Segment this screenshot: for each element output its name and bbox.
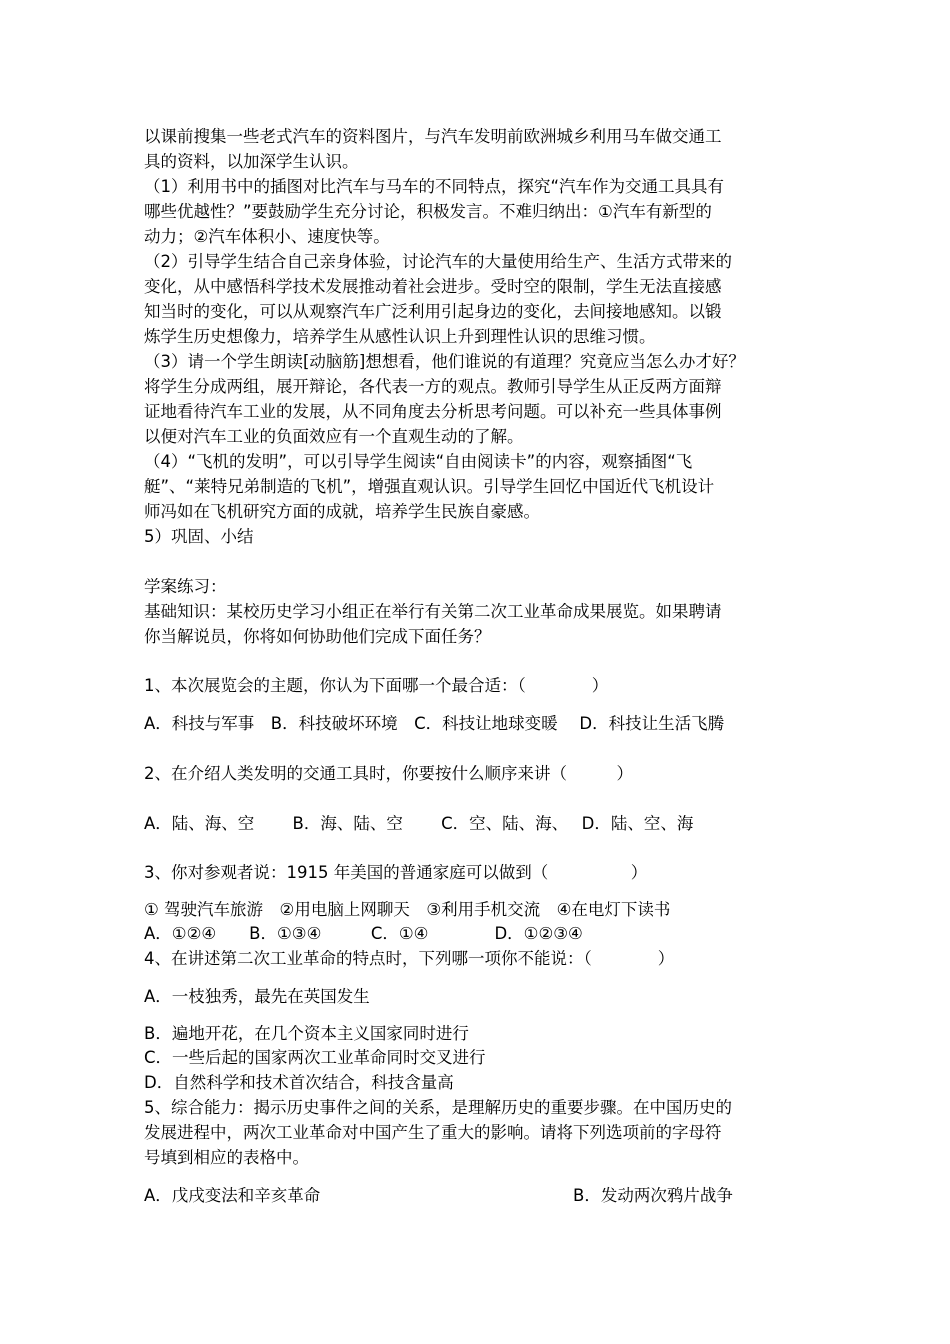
intro-line-13: 以便对汽车工业的负面效应有一个直观生动的了解。 (144, 427, 524, 446)
basics-line-2: 你当解说员，你将如何协助他们完成下面任务？ (144, 627, 491, 646)
q1-stem: 1、本次展览会的主题，你认为下面哪一个最合适：（ ） (144, 676, 609, 695)
exercise-heading: 学案练习： (144, 577, 227, 596)
q3-options: A．①②④ B．①③④ C．①④ D．①②③④ (144, 924, 583, 943)
q5-line-2: 发展进程中，两次工业革命对中国产生了重大的影响。请将下列选项前的字母符 (144, 1123, 722, 1142)
intro-line-8: 知当时的变化，可以从观察汽车广泛利用引起身边的变化，去间接地感知。以锻 (144, 302, 722, 321)
intro-line-6: （2）引导学生结合自己亲身体验，讨论汽车的大量使用给生产、生活方式带来的 (144, 252, 732, 271)
q5-option-a: A．戊戌变法和辛亥革命 (144, 1186, 321, 1205)
q2-stem: 2、在介绍人类发明的交通工具时，你要按什么顺序来讲（ ） (144, 764, 633, 783)
intro-line-12: 证地看待汽车工业的发展，从不同角度去分析思考问题。可以补充一些具体事例 (144, 402, 722, 421)
q2-options: A．陆、海、空 B．海、陆、空 C．空、陆、海、 D．陆、空、海 (144, 814, 694, 833)
q5-line-1: 5、综合能力：揭示历史事件之间的关系，是理解历史的重要步骤。在中国历史的 (144, 1098, 732, 1117)
q5-line-3: 号填到相应的表格中。 (144, 1148, 309, 1167)
intro-line-17: 5）巩固、小结 (144, 527, 254, 546)
intro-line-1: 以课前搜集一些老式汽车的资料图片，与汽车发明前欧洲城乡利用马车做交通工 (144, 127, 722, 146)
intro-line-10: （3）请一个学生朗读[动脑筋]想想看，他们谁说的有道理？究竟应当怎么办才好？ (144, 352, 745, 371)
intro-line-2: 具的资料，以加深学生认识。 (144, 152, 359, 171)
intro-line-5: 动力；②汽车体积小、速度快等。 (144, 227, 390, 246)
intro-line-4: 哪些优越性？”要鼓励学生充分讨论，积极发言。不难归纳出：①汽车有新型的 (144, 202, 712, 221)
q4-stem: 4、在讲述第二次工业革命的特点时，下列哪一项你不能说：（ ） (144, 949, 675, 968)
intro-line-14: （4）“飞机的发明”，可以引导学生阅读“自由阅读卡”的内容，观察插图“飞 (144, 452, 693, 471)
q4-option-d: D．自然科学和技术首次结合，科技含量高 (144, 1073, 454, 1092)
q4-option-c: C．一些后起的国家两次工业革命同时交叉进行 (144, 1048, 486, 1067)
intro-line-9: 炼学生历史想像力，培养学生从感性认识上升到理性认识的思维习惯。 (144, 327, 656, 346)
q5-option-b: B．发动两次鸦片战争 (573, 1186, 733, 1205)
basics-line-1: 基础知识：某校历史学习小组正在举行有关第二次工业革命成果展览。如果聘请 (144, 602, 722, 621)
intro-line-3: （1）利用书中的插图对比汽车与马车的不同特点，探究“汽车作为交通工具具有 (144, 177, 725, 196)
q4-option-b: B．遍地开花，在几个资本主义国家同时进行 (144, 1024, 469, 1043)
intro-line-11: 将学生分成两组，展开辩论，各代表一方的观点。教师引导学生从正反两方面辩 (144, 377, 722, 396)
intro-line-15: 艇”、“莱特兄弟制造的飞机”，增强直观认识。引导学生回忆中国近代飞机设计 (144, 477, 715, 496)
q3-items: ① 驾驶汽车旅游 ②用电脑上网聊天 ③利用手机交流 ④在电灯下读书 (144, 900, 671, 919)
q1-options: A．科技与军事 B．科技破坏环境 C．科技让地球变暖 D．科技让生活飞腾 (144, 714, 725, 733)
intro-line-7: 变化，从中感悟科学技术发展推动着社会进步。受时空的限制，学生无法直接感 (144, 277, 722, 296)
q4-option-a: A．一枝独秀，最先在英国发生 (144, 987, 370, 1006)
intro-line-16: 师冯如在飞机研究方面的成就，培养学生民族自豪感。 (144, 502, 540, 521)
q3-stem: 3、你对参观者说：1915 年美国的普通家庭可以做到（ ） (144, 863, 648, 882)
